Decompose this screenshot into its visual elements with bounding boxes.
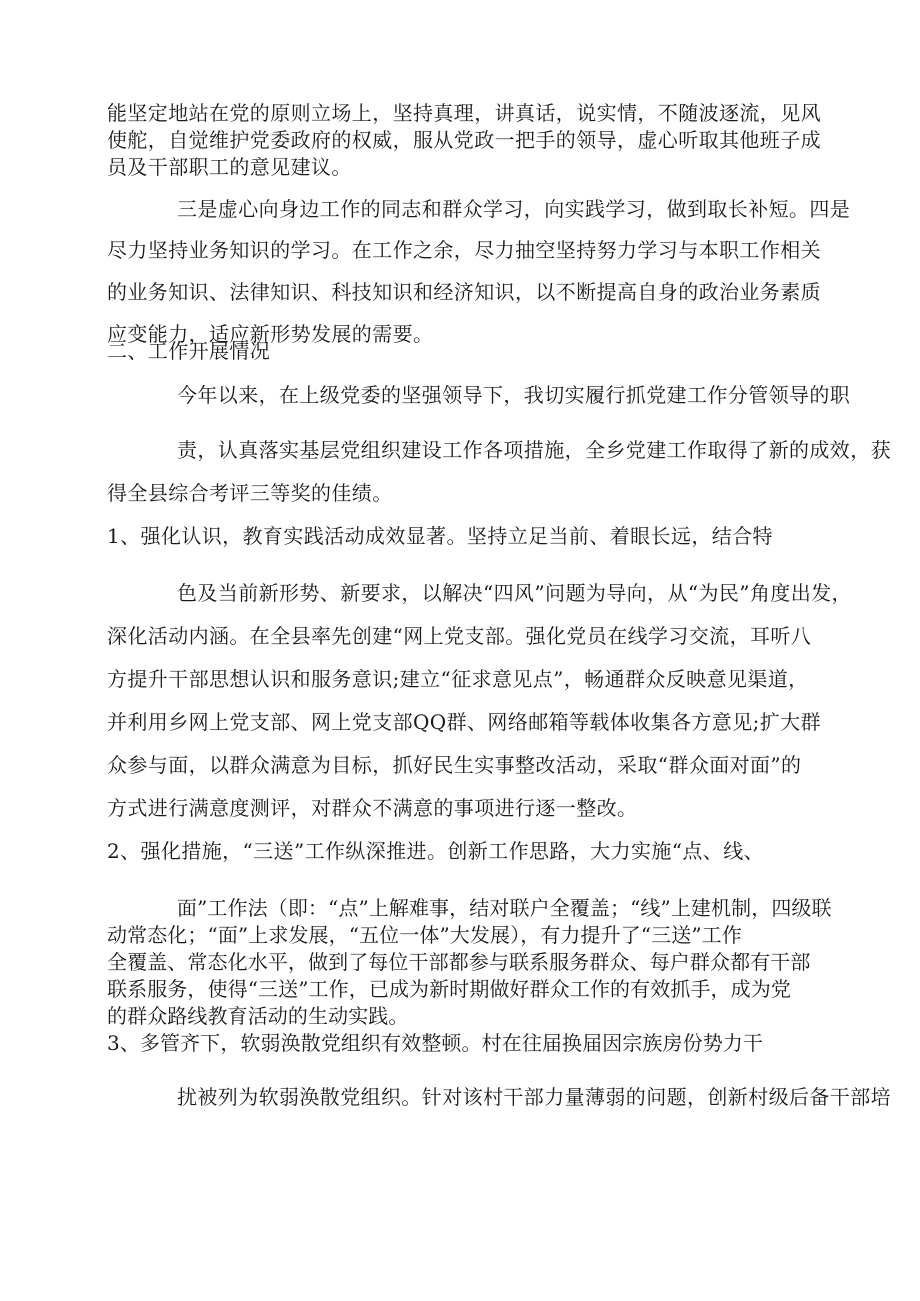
paragraph-line-25: 扰被列为软弱涣散党组织。针对该村干部力量薄弱的问题，创新村级后备干部培 xyxy=(177,1085,891,1109)
paragraph-line-18: 2、强化措施，“三送”工作纵深推进。创新工作思路，大力实施“点、线、 xyxy=(107,839,764,863)
paragraph-line-22: 联系服务，使得“三送”工作，已成为新时期做好群众工作的有效抓手，成为党 xyxy=(107,977,791,1001)
paragraph-line-12: 色及当前新形势、新要求，以解决“四风”问题为导向，从“为民”角度出发， xyxy=(177,581,852,605)
paragraph-line-9: 责，认真落实基层党组织建设工作各项措施，全乡党建工作取得了新的成效，获 xyxy=(177,438,891,462)
paragraph-line-24: 3、多管齐下，软弱涣散党组织有效整顿。村在往届换届因宗族房份势力干 xyxy=(107,1031,764,1055)
paragraph-line-10: 得全县综合考评三等奖的佳绩。 xyxy=(107,481,393,505)
paragraph-line-15: 并利用乡网上党支部、网上党支部QQ群、网络邮箱等载体收集各方意见;扩大群 xyxy=(107,710,821,734)
paragraph-line-16: 众参与面，以群众满意为目标，抓好民生实事整改活动，采取“群众面对面”的 xyxy=(107,753,802,777)
paragraph-line-17: 方式进行满意度测评，对群众不满意的事项进行逐一整改。 xyxy=(107,796,638,820)
paragraph-line-1: 能坚定地站在党的原则立场上，坚持真理，讲真话，说实情，不随波逐流，见风 xyxy=(107,101,821,125)
paragraph-line-6: 的业务知识、法律知识、科技知识和经济知识，以不断提高自身的政治业务素质 xyxy=(107,280,821,304)
paragraph-line-5: 尽力坚持业务知识的学习。在工作之余，尽力抽空坚持努力学习与本职工作相关 xyxy=(107,238,821,262)
paragraph-line-4: 三是虚心向身边工作的同志和群众学习，向实践学习，做到取长补短。四是 xyxy=(177,197,851,221)
paragraph-line-3: 员及干部职工的意见建议。 xyxy=(107,155,352,179)
paragraph-line-7: 应变能力，适应新形势发展的需要。 xyxy=(107,322,434,346)
section-heading: 今年以来，在上级党委的坚强领导下，我切实履行抓党建工作分管领导的职 xyxy=(177,383,851,407)
paragraph-line-21: 全覆盖、常态化水平，做到了每位干部都参与联系服务群众、每户群众都有干部 xyxy=(107,950,811,974)
paragraph-line-19: 面”工作法（即：“点”上解难事，结对联户全覆盖；“线”上建机制，四级联 xyxy=(177,896,832,920)
paragraph-line-8: 二、工作开展情况 xyxy=(107,339,271,363)
paragraph-line-23: 的群众路线教育活动的生动实践。 xyxy=(107,1004,409,1028)
paragraph-line-20: 动常态化；“面”上求发展，“五位一体”大发展），有力提升了“三送”工作 xyxy=(107,923,742,947)
paragraph-line-14: 方提升干部思想认识和服务意识;建立“征求意见点”，畅通群众反映意见渠道， xyxy=(107,667,809,691)
paragraph-line-11: 1、强化认识，教育实践活动成效显著。坚持立足当前、着眼长远，结合特 xyxy=(107,524,773,548)
paragraph-line-13: 深化活动内涵。在全县率先创建“网上党支部。强化党员在线学习交流，耳听八 xyxy=(107,624,812,648)
paragraph-line-2: 使舵，自觉维护党委政府的权威，服从党政一把手的领导，虚心听取其他班子成 xyxy=(107,128,821,152)
